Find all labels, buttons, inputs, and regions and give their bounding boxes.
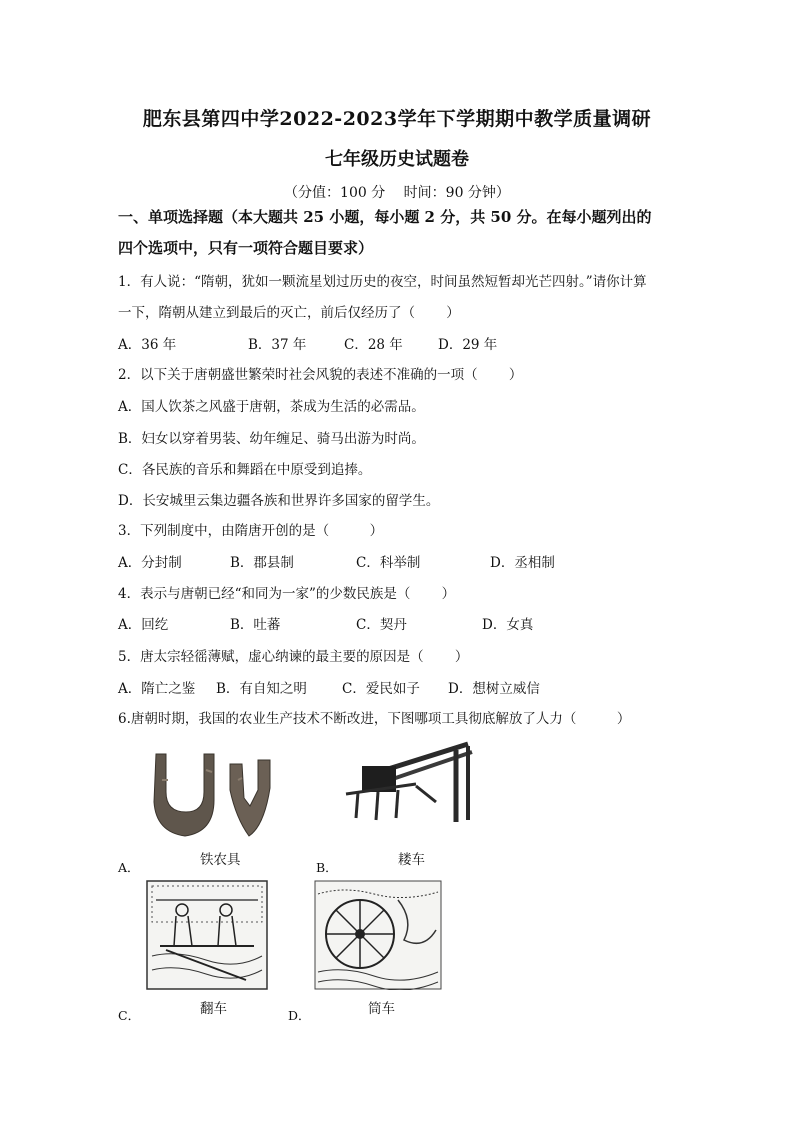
question-2-option-b: B．妇女以穿着男装、幼年缠足、骑马出游为时尚。 <box>118 431 425 447</box>
score-info: （分值：100 分 时间：90 分钟） <box>284 185 510 201</box>
chain-pump-figure <box>146 880 268 990</box>
option-a: A．36 年 <box>118 337 177 353</box>
option-d: D．女真 <box>482 617 534 633</box>
tube-wheel-figure <box>314 880 442 990</box>
figure-c-caption: 翻车 <box>200 1001 227 1017</box>
question-3-stem: 3．下列制度中，由隋唐开创的是（ ） <box>118 523 384 539</box>
question-2-option-c: C．各民族的音乐和舞蹈在中原受到追捧。 <box>118 462 372 478</box>
question-1-stem-line1: 1．有人说：“隋朝，犹如一颗流星划过历史的夜空，时间虽然短暂却光芒四射。”请你计算 <box>118 274 647 290</box>
option-a: A．隋亡之鉴 <box>118 681 196 697</box>
question-3-options <box>118 551 618 569</box>
question-2-option-d: D．长安城里云集边疆各族和世界许多国家的留学生。 <box>118 493 440 509</box>
question-4-stem: 4．表示与唐朝已经“和同为一家”的少数民族是（ ） <box>118 586 456 602</box>
figure-d-caption: 筒车 <box>368 1001 395 1017</box>
figure-c-letter: C． <box>118 1008 141 1023</box>
option-c: C．28 年 <box>344 337 403 353</box>
option-a: A．分封制 <box>118 555 182 571</box>
section-heading-line1: 一、单项选择题（本大题共 25 小题，每小题 2 分，共 50 分。在每小题列出的 <box>118 208 652 226</box>
seed-drill-figure <box>336 736 476 828</box>
option-d: D．丞相制 <box>490 555 555 571</box>
option-a: A．回纥 <box>118 617 169 633</box>
iron-hoe-shape <box>230 760 270 836</box>
page-subtitle: 七年级历史试题卷 <box>325 149 469 170</box>
page-title: 肥东县第四中学2022-2023学年下学期期中教学质量调研 <box>142 108 652 130</box>
option-d: D．想树立威信 <box>448 681 540 697</box>
option-b: B．郡县制 <box>230 555 294 571</box>
iron-tools-figure <box>148 750 298 840</box>
section-heading-line2: 四个选项中，只有一项符合题目要求） <box>118 239 374 257</box>
option-c: C．科举制 <box>356 555 421 571</box>
question-5-options <box>118 677 618 695</box>
question-1-stem-line2: 一下，隋朝从建立到最后的灭亡，前后仅经历了（ ） <box>118 305 460 321</box>
question-2-stem: 2．以下关于唐朝盛世繁荣时社会风貌的表述不准确的一项（ ） <box>118 367 523 383</box>
figure-b-letter: B． <box>316 860 338 875</box>
iron-plowshare-u-shape <box>154 754 214 836</box>
option-c: C．契丹 <box>356 617 407 633</box>
figure-b-caption: 耧车 <box>398 852 425 868</box>
option-d: D．29 年 <box>438 337 498 353</box>
option-b: B．吐蕃 <box>230 617 281 633</box>
question-2-option-a: A．国人饮茶之风盛于唐朝，茶成为生活的必需品。 <box>118 399 425 415</box>
option-c: C．爱民如子 <box>342 681 420 697</box>
figure-a-caption: 铁农具 <box>200 852 241 868</box>
question-5-stem: 5．唐太宗轻徭薄赋，虚心纳谏的最主要的原因是（ ） <box>118 649 469 665</box>
figure-d-letter: D． <box>288 1008 311 1023</box>
figure-a-letter: A． <box>118 860 140 875</box>
option-b: B．37 年 <box>248 337 307 353</box>
question-1-options <box>118 333 618 351</box>
question-4-options <box>118 613 618 631</box>
option-b: B．有自知之明 <box>216 681 307 697</box>
question-6-stem: 6.唐朝时期，我国的农业生产技术不断改进，下图哪项工具彻底解放了人力（ ） <box>118 711 631 727</box>
